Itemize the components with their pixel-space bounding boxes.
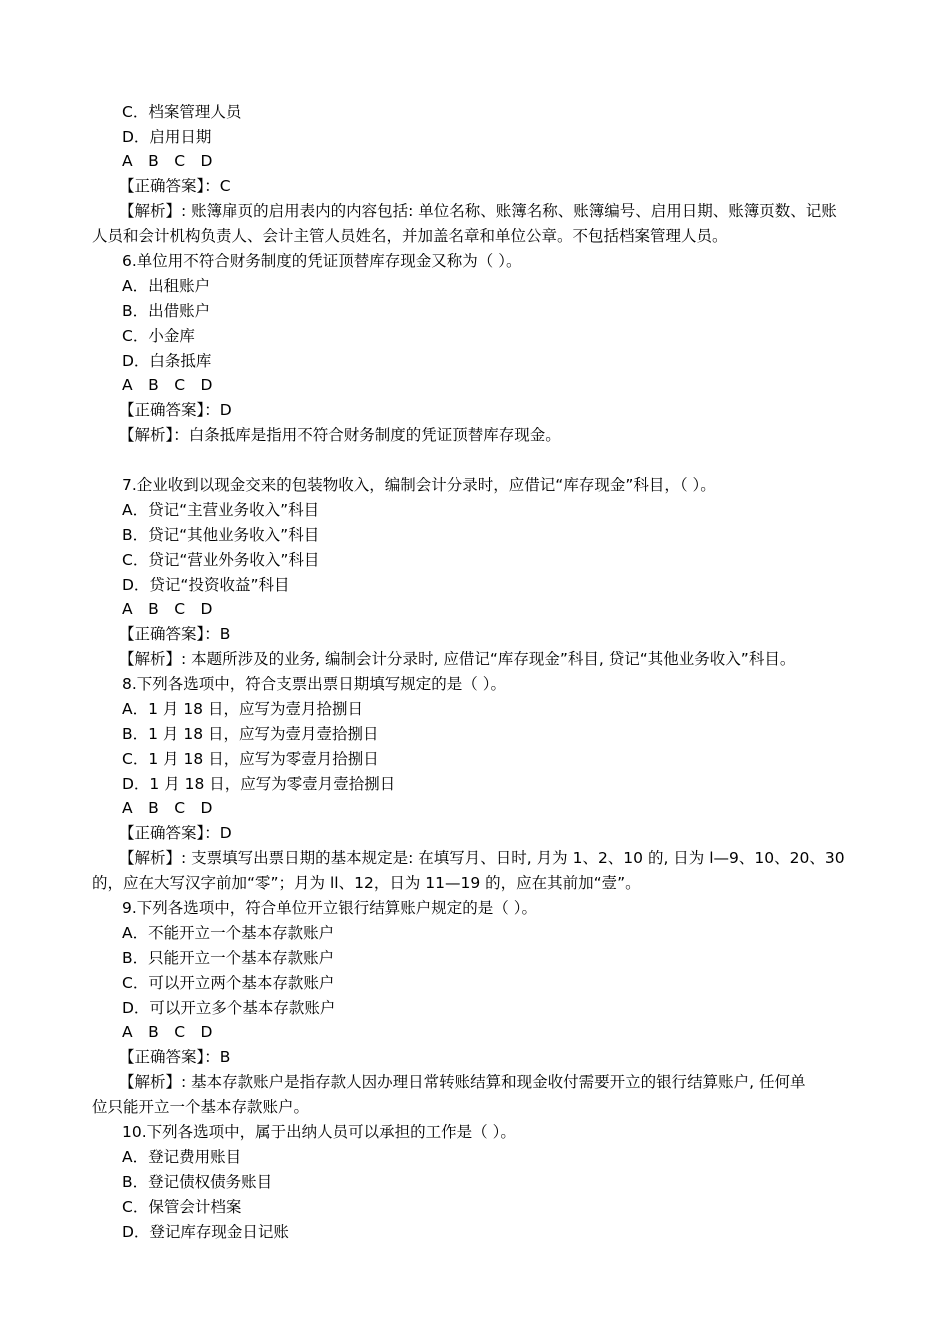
q9-correct-answer: 【正确答案】：B <box>119 1048 231 1066</box>
q8-option-b: B．1 月 18 日，应写为壹月壹拾捌日 <box>122 725 379 743</box>
question-7: 7.企业收到以现金交来的包装物收入，编制会计分录时，应借记“库存现金”科目，（ ）。 <box>122 476 716 494</box>
q7-option-c: C．贷记“营业外务收入”科目 <box>122 551 320 569</box>
q9-option-d: D．可以开立多个基本存款账户 <box>122 999 336 1017</box>
q10-option-b: B．登记债权债务账目 <box>122 1173 273 1191</box>
question-8: 8.下列各选项中，符合支票出票日期填写规定的是（ ）。 <box>122 675 506 693</box>
option-letters: A B C D <box>122 152 213 170</box>
q7-option-d: D．贷记“投资收益”科目 <box>122 576 290 594</box>
question-9: 9.下列各选项中，符合单位开立银行结算账户规定的是（ ）。 <box>122 899 537 917</box>
question-10: 10.下列各选项中，属于出纳人员可以承担的工作是（ ）。 <box>122 1123 516 1141</box>
q7-option-b: B．贷记“其他业务收入”科目 <box>122 526 320 544</box>
q8-option-d: D．1 月 18 日，应写为零壹月壹拾捌日 <box>122 775 396 793</box>
correct-answer: 【正确答案】：C <box>119 177 231 195</box>
q9-option-letters: A B C D <box>122 1023 213 1041</box>
q10-option-a: A．登记费用账目 <box>122 1148 242 1166</box>
explanation-line-2: 人员和会计机构负责人、会计主管人员姓名，并加盖名章和单位公章。不包括档案管理人员。 <box>92 227 728 245</box>
q8-option-c: C．1 月 18 日，应写为零壹月拾捌日 <box>122 750 379 768</box>
explanation-line-1: 【解析】: 账簿扉页的启用表内的内容包括: 单位名称、账簿名称、账簿编号、启用日期、账簿页数、记账 <box>119 202 837 220</box>
q8-correct-answer: 【正确答案】：D <box>119 824 232 842</box>
q8-explanation-line-2: 的，应在大写汉字前加“零”；月为 ll、12，日为 11—19 的，应在其前加“壹”。 <box>92 874 641 892</box>
q8-option-a: A．1 月 18 日，应写为壹月拾捌日 <box>122 700 363 718</box>
q8-option-letters: A B C D <box>122 799 213 817</box>
q10-option-d: D．登记库存现金日记账 <box>122 1223 289 1241</box>
q9-option-a: A．不能开立一个基本存款账户 <box>122 924 335 942</box>
q6-option-d: D．白条抵库 <box>122 352 212 370</box>
q7-option-a: A．贷记“主营业务收入”科目 <box>122 501 320 519</box>
q9-option-b: B．只能开立一个基本存款账户 <box>122 949 335 967</box>
q6-option-b: B．出借账户 <box>122 302 211 320</box>
q9-option-c: C．可以开立两个基本存款账户 <box>122 974 335 992</box>
q9-explanation-line-1: 【解析】: 基本存款账户是指存款人因办理日常转账结算和现金收付需要开立的银行结算账户, 任何单 <box>119 1073 806 1091</box>
q8-explanation-line-1: 【解析】: 支票填写出票日期的基本规定是: 在填写月、日时, 月为 1、2、10 的, 日为 l—9、10、20、30 <box>119 849 845 867</box>
option-d: D．启用日期 <box>122 128 212 146</box>
q7-correct-answer: 【正确答案】：B <box>119 625 231 643</box>
q6-option-a: A．出租账户 <box>122 277 211 295</box>
option-c: C．档案管理人员 <box>122 103 242 121</box>
q6-option-letters: A B C D <box>122 376 213 394</box>
question-6: 6.单位用不符合财务制度的凭证顶替库存现金又称为（ ）。 <box>122 252 522 270</box>
q6-option-c: C．小金库 <box>122 327 195 345</box>
q7-explanation: 【解析】: 本题所涉及的业务, 编制会计分录时, 应借记“库存现金”科目, 贷记“其他业务收入”科目。 <box>119 650 796 668</box>
q9-explanation-line-2: 位只能开立一个基本存款账户。 <box>92 1098 310 1116</box>
q6-explanation: 【解析】：白条抵库是指用不符合财务制度的凭证顶替库存现金。 <box>119 426 561 444</box>
q6-correct-answer: 【正确答案】：D <box>119 401 232 419</box>
q7-option-letters: A B C D <box>122 600 213 618</box>
q10-option-c: C．保管会计档案 <box>122 1198 242 1216</box>
